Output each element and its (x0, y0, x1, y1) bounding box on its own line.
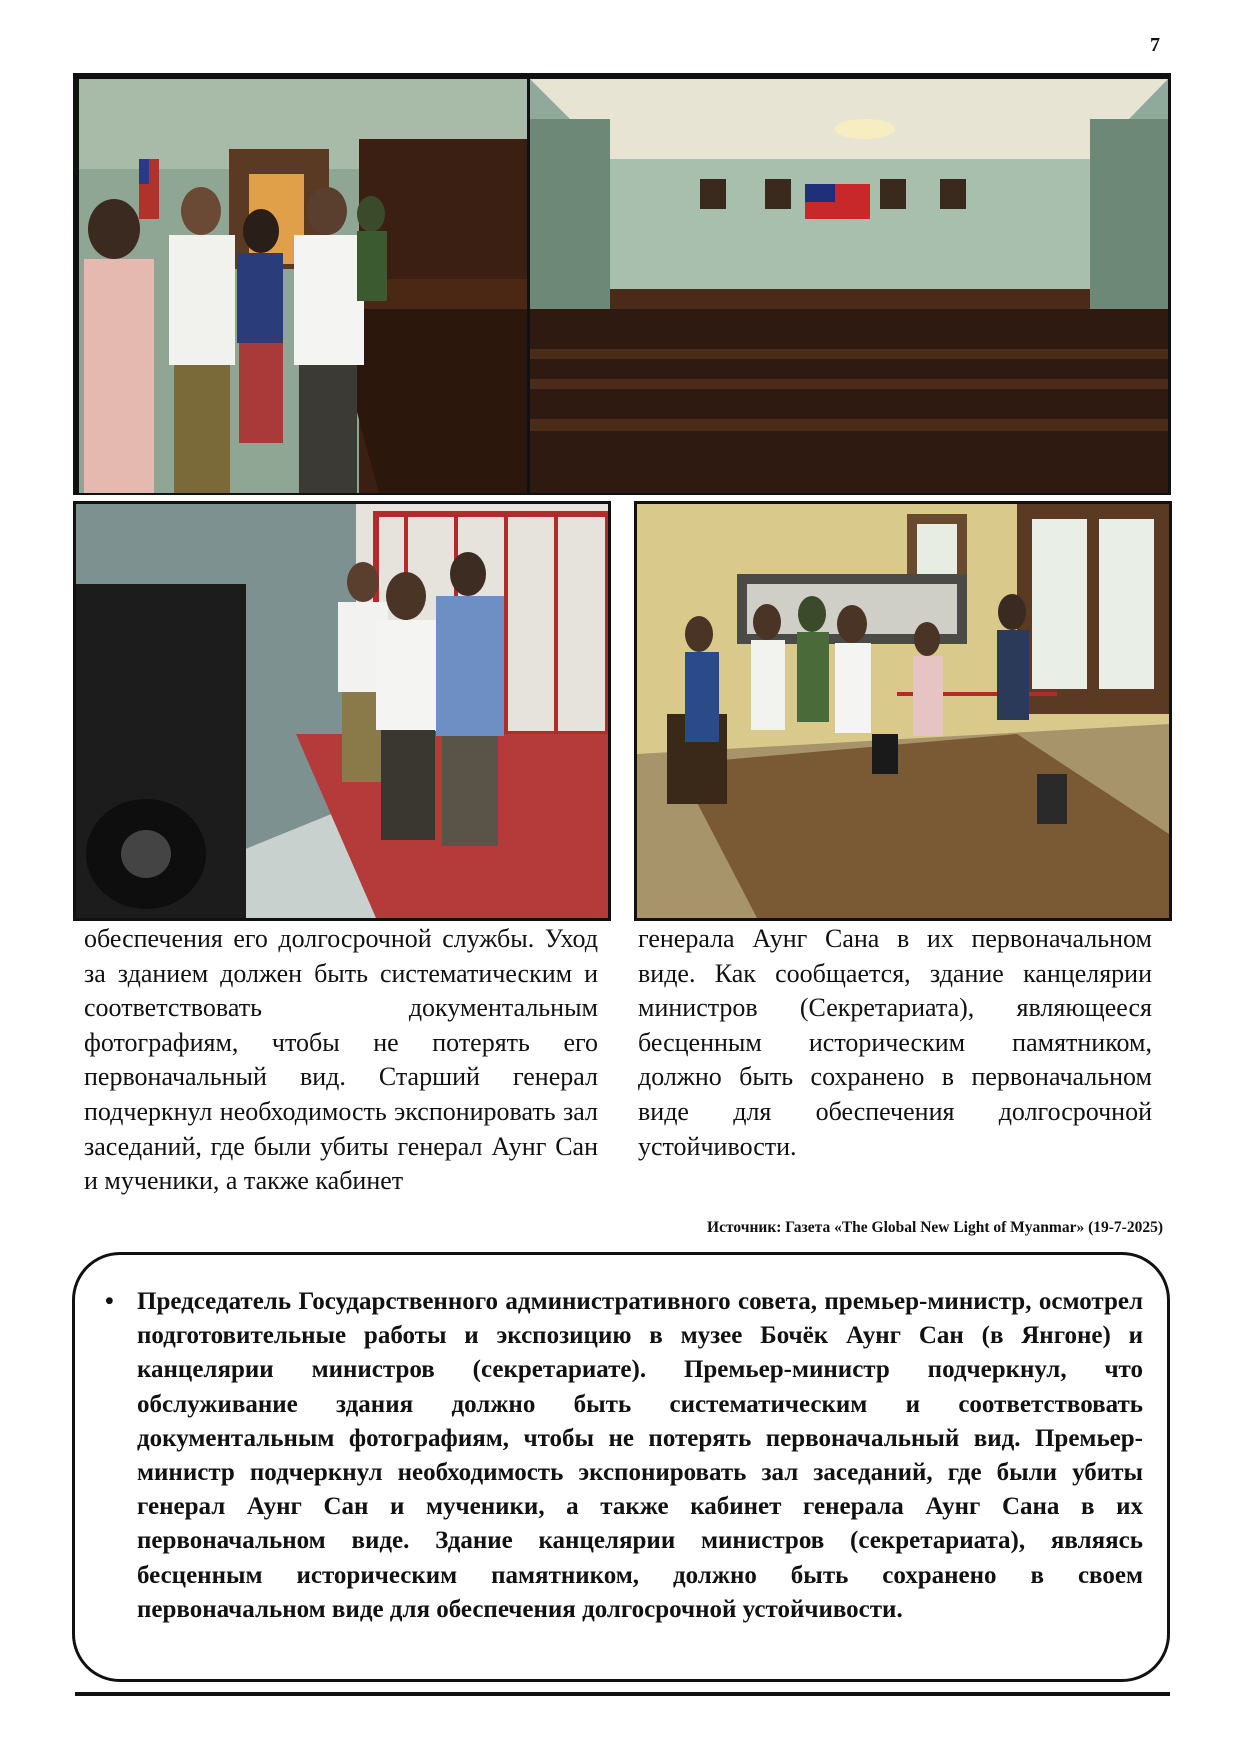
article-left-text: обеспечения его долгосрочной службы. Уход за зданием должен быть систематическим и соответствовать документальным фотографиям, чтобы не потерять его первоначальный вид. Старший генерал подчеркнул необходимость экспонировать зал заседаний, где были убиты генерал Аунг Сан и мученики, а также кабинет (84, 924, 598, 1196)
photo-cabinet-room (634, 501, 1172, 921)
page-number: 7 (1150, 34, 1160, 56)
bottom-rule (75, 1692, 1170, 1696)
summary-box (72, 1252, 1170, 1682)
source-credit: Источник: Газета «The Global New Light of Myanmar» (19-7-2025) (707, 1219, 1163, 1236)
article-left-column (84, 922, 598, 1240)
article-right-column (638, 922, 1152, 1164)
summary-text: Председатель Государственного административного совета, премьер-министр, осмотрел подготовительные работы и экспозицию в музее Бочёк Аунг Сан (в Янгоне) и канцелярии министров (секретариате). Премьер-министр подчеркнул, что обслуживание здания должно быть систематическим и соответствовать документальным фотографиям, чтобы не потерять первоначальный вид. Премьер-министр подчеркнул необходимость экспонировать зал заседаний, где были убиты генерал Аунг Сан и мученики, а также кабинет генерала Аунг Сана в их первоначальном виде. Здание канцелярии министров (секретариата), являясь бесценным историческим памятником, должно быть сохранено в своем первоначальном виде для обеспечения долгосрочной устойчивости. (137, 1288, 1143, 1623)
article-right-text: генерала Аунг Сана в их первоначальном виде. Как сообщается, здание канцелярии министров (Секретариата), являющееся бесценным историческим памятником, должно быть сохранено в первоначальном виде для обеспечения долгосрочной устойчивости. (638, 924, 1152, 1161)
photo-officials-at-railing (79, 79, 527, 493)
top-photo-strip (73, 73, 1171, 495)
photo-vintage-car-exhibit (73, 501, 611, 921)
bullet-icon: • (105, 1288, 114, 1315)
photo-assembly-hall (530, 79, 1168, 493)
